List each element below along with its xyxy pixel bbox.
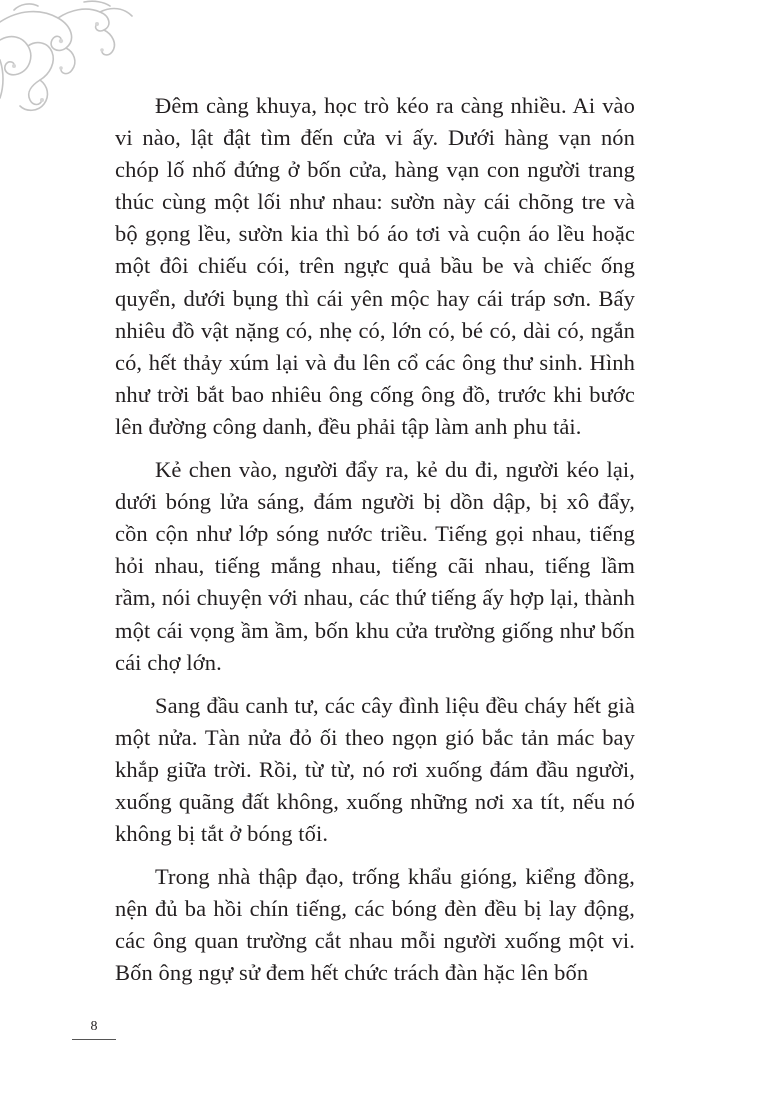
paragraph-1: Đêm càng khuya, học trò kéo ra càng nhiều. Ai vào vi nào, lật đật tìm đến cửa vi ấy. Dưới hàng vạn nón chóp lố nhố đứng ở bốn cửa, hàng vạn con người trang thúc cùng một lối như nhau: sườn này cái chõng tre và bộ gọng lều, sườn kia thì bó áo tơi và cuộn áo lều hoặc một đôi chiếu cói, trên ngực quả bầu be và chiếc ống quyển, dưới bụng thì cái yên mộc hay cái tráp sơn. Bấy nhiêu đồ vật nặng có, nhẹ có, lớn có, bé có, dài có, ngắn có, hết thảy xúm lại và đu lên cổ các ông thư sinh. Hình như trời bắt bao nhiêu ông cống ông đồ, trước khi bước lên đường công danh, đều phải tập làm anh phu tải.: [115, 93, 635, 439]
footer-rule: [72, 1039, 116, 1040]
paragraph-4: Trong nhà thập đạo, trống khẩu gióng, kiểng đồng, nện đủ ba hồi chín tiếng, các bóng đèn đều bị lay động, các ông quan trường cắt nhau mỗi người xuống một vi. Bốn ông ngự sử đem hết chức trách đàn hặc lên bốn: [115, 864, 635, 986]
paragraph-3: Sang đầu canh tư, các cây đình liệu đều cháy hết già một nửa. Tàn nửa đỏ ối theo ngọn gió bắc tản mác bay khắp giữa trời. Rồi, từ từ, nó rơi xuống đám đầu người, xuống quãng đất không, xuống những nơi xa tít, nếu nó không bị tắt ở bóng tối.: [115, 692, 635, 847]
page-footer: [72, 1018, 116, 1040]
body-text: [115, 90, 635, 1001]
paragraph-2: Kẻ chen vào, người đẩy ra, kẻ du đi, người kéo lại, dưới bóng lửa sáng, đám người bị dồn dập, bị xô đẩy, cồn cộn như lớp sóng nước triều. Tiếng gọi nhau, tiếng hỏi nhau, tiếng mắng nhau, tiếng cãi nhau, tiếng lầm rầm, nói chuyện với nhau, các thứ tiếng ấy hợp lại, thành một cái vọng ầm ầm, bốn khu cửa trường giống như bốn cái chợ lớn.: [115, 457, 635, 675]
page-number: 8: [90, 1019, 98, 1034]
